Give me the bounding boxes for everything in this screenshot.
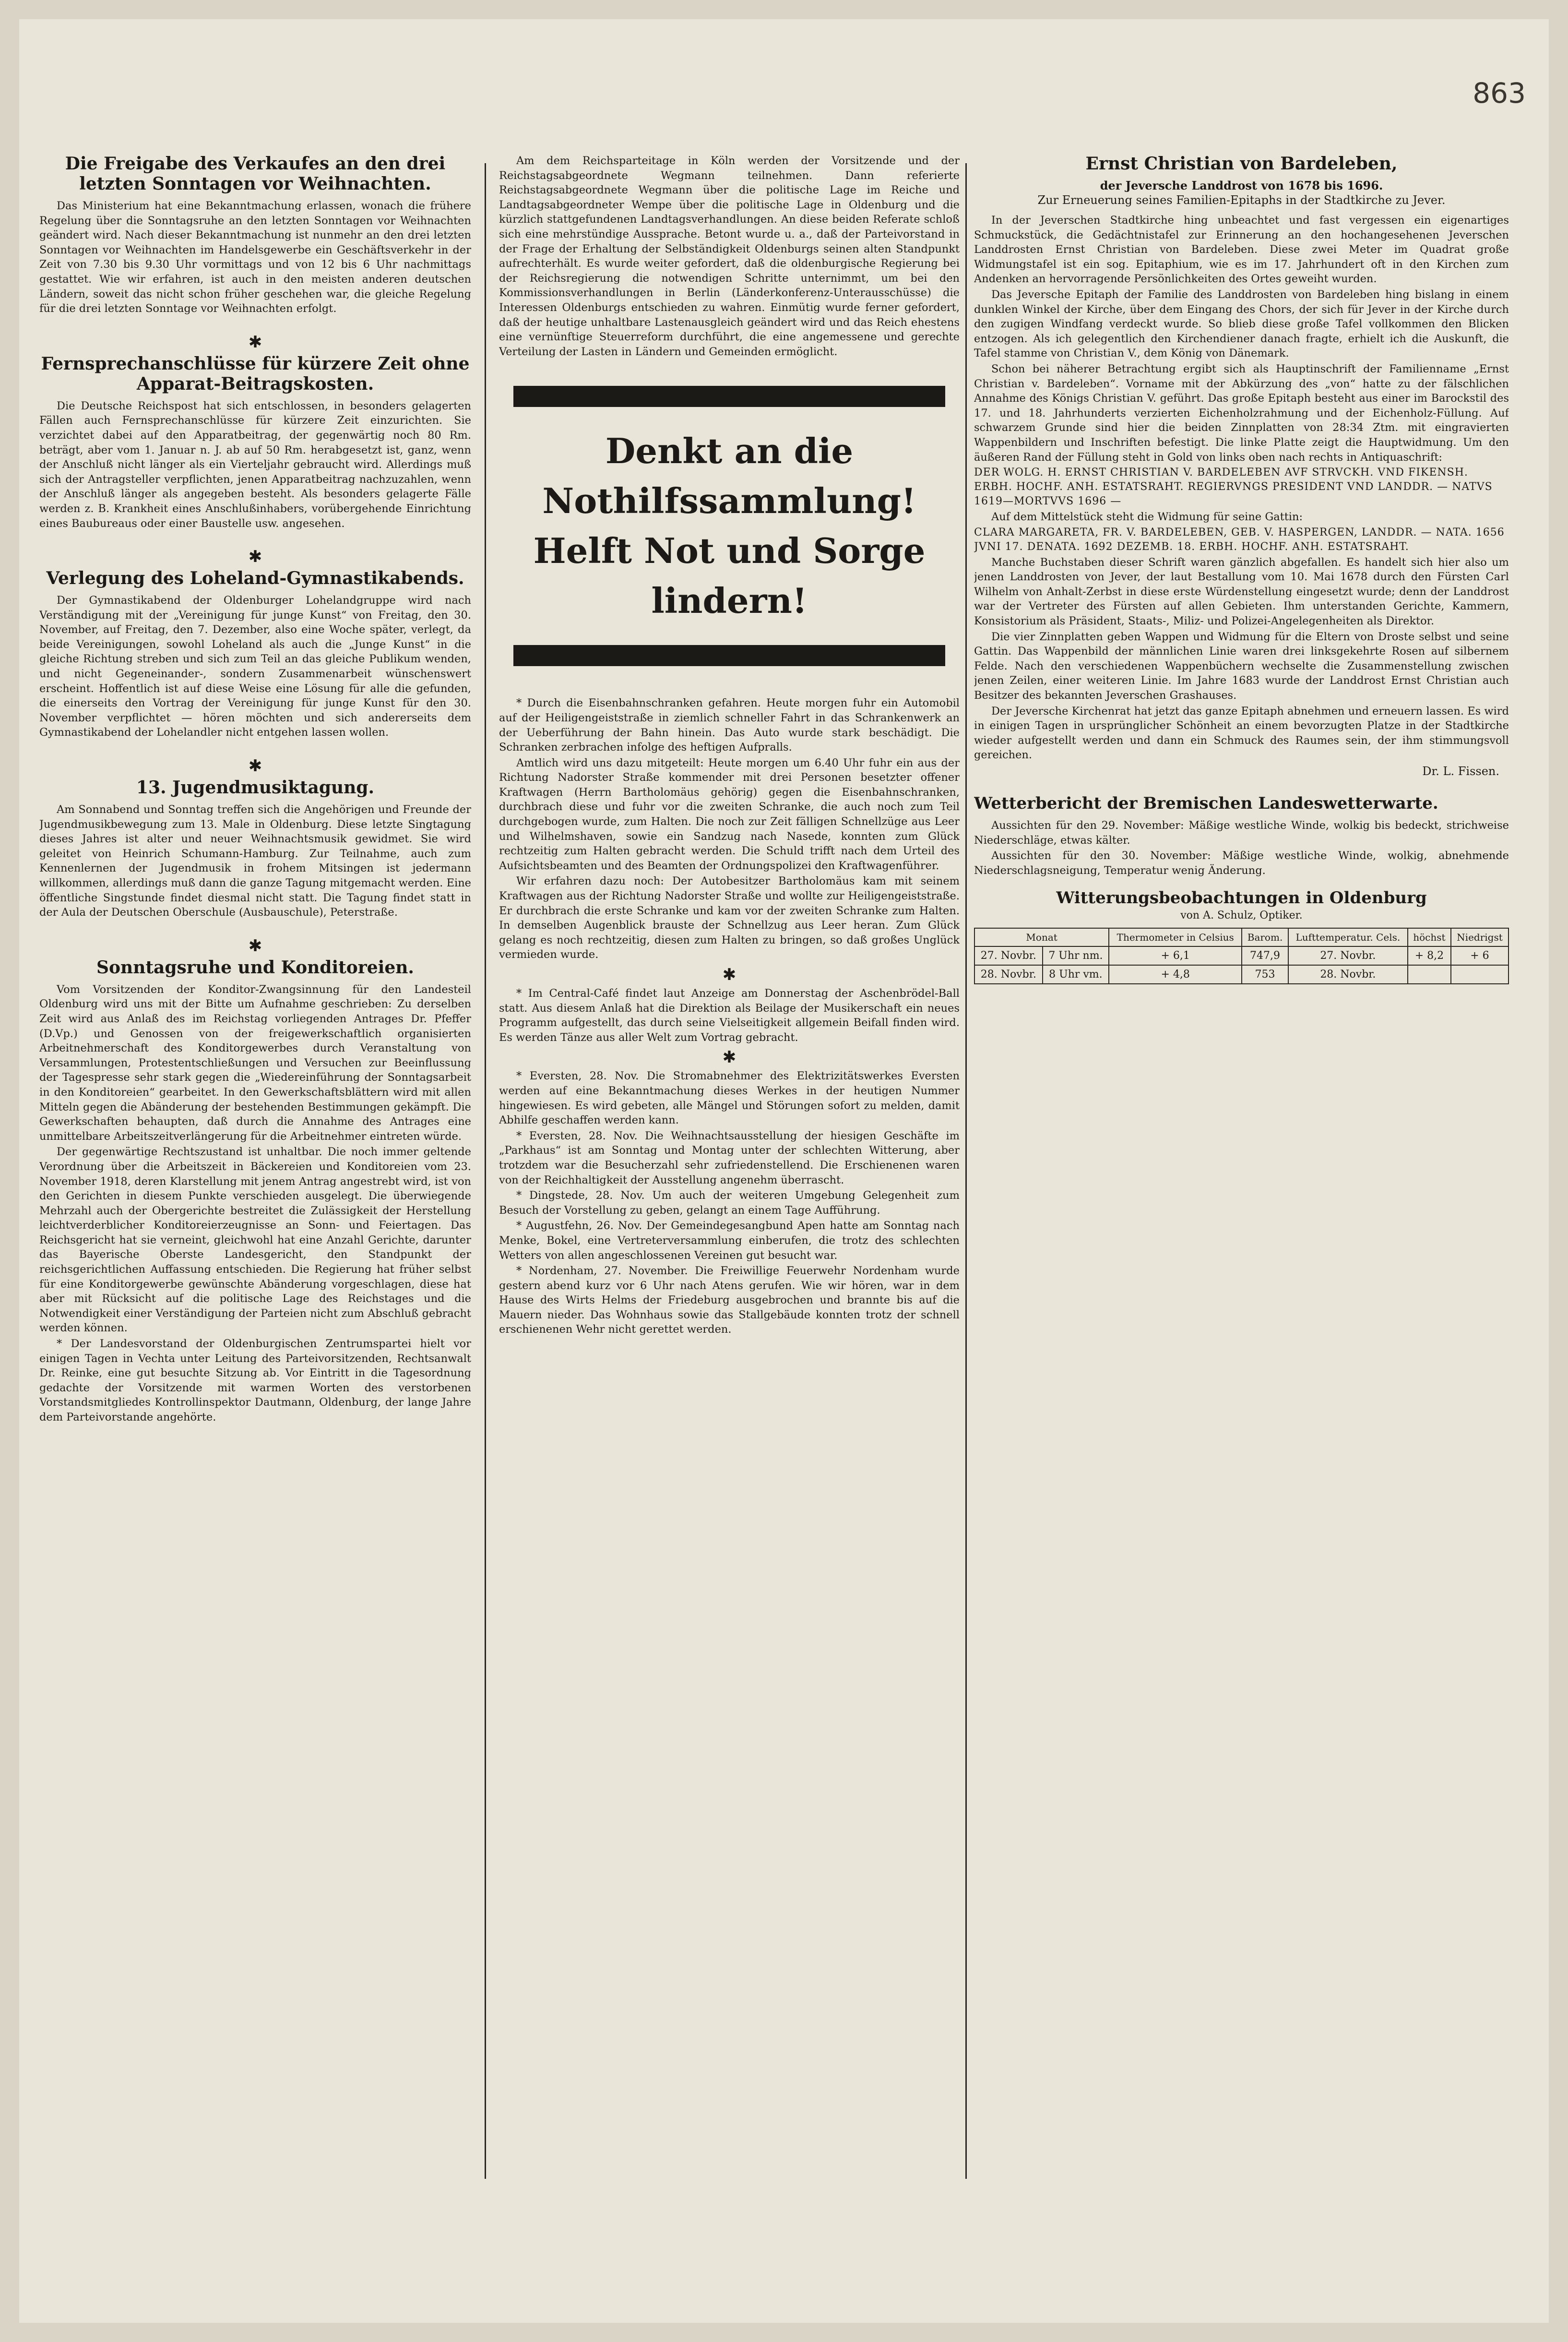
forecast: Aussichten für den 30. November: Mäßige westliche Winde, wolkig, abnehmende Niederschlagsneigung, Temperatur wenig Änderung.: [974, 849, 1509, 877]
table-cell: + 4,8: [1109, 965, 1242, 984]
inscription: DER WOLG. H. ERNST CHRISTIAN V. BARDELEBEN AVF STRVCKH. VND FIKENSH. ERBH. HOCHF. ANH. ESTATSRAHT. REGIERVNGS PRESIDENT VND LANDDR. — NATVS 1619—MORTVVS 1696 —: [974, 466, 1493, 508]
paragraph: Das Jeversche Epitaph der Familie des Landdrosten von Bardeleben hing bislang in einem dunklen Winkel der Kirche, über dem Eingang des Chors, der sich für Jever in der Kirche durch den zugigen Windfang verdeckt wurde. So blieb diese große Tafel vollkommen den Blicken entzogen. Als ich gelegentlich den Kirchendiener danach fragte, erhielt ich die Auskunft, die Tafel stamme von Christian V., dem König von Dänemark.: [974, 288, 1509, 360]
table-cell: 28. Novbr.: [1288, 965, 1408, 984]
paragraph: Der Jeversche Kirchenrat hat jetzt das ganze Epitaph abnehmen und erneuern lassen. Es wird in einigen Tagen in ursprünglicher Schönheit an einem bevorzugten Platze in der Stadtkirche wieder aufgestellt werden und dann ein Schmuck des Raumes sein, der ihm stimmungsvoll gereichen.: [974, 705, 1509, 762]
forecast: Aussichten für den 29. November: Mäßige westliche Winde, wolkig bis bedeckt, strichweise Niederschläge, etwas kälter.: [974, 819, 1509, 847]
article: [39, 568, 471, 740]
table-header: Barom.: [1242, 928, 1288, 946]
paragraph: * Dingstede, 28. Nov. Um auch der weiteren Umgebung Gelegenheit zum Besuch der Vorstellung zu geben, gelangt an einem Tage Aufführung.: [499, 1189, 960, 1217]
paragraph: * Durch die Eisenbahnschranken gefahren. Heute morgen fuhr ein Automobil auf der Heiligengeiststraße in ziemlich schneller Fahrt in das Schrankenwerk an der Ueberführung der Bahn hinein. Das Auto wurde stark beschädigt. Die Schranken zerbrachen infolge des heftigen Aufpralls.: [499, 697, 960, 754]
paragraph: * Im Central-Café findet laut Anzeige am Donnerstag der Aschenbrödel-Ball statt. Aus diesem Anlaß hat die Direktion als Beilage der Musikerschaft ein neues Programm aufgestellt, das durch seine Vielseitigkeit allgemein Beifall finden wird. Es werden Tänze aus aller Welt zum Vortrag gebracht.: [499, 987, 960, 1044]
article-subtitle: Zur Erneuerung seines Familien-Epitaphs in der Stadtkirche zu Jever.: [1037, 193, 1446, 207]
page-number: 863: [1473, 77, 1526, 109]
article: [39, 777, 471, 920]
paragraph: Am dem Reichsparteitage in Köln werden der Vorsitzende und der Reichstagsabgeordnete Wegmann teilnehmen. Dann referierte Reichstagsabgeordnete Wegmann über die politische Lage im Reiche und Landtagsabgeordneter Wempe über die politische Lage in Oldenburg und die kürzlich stattgefundenen Landtagsverhandlungen. An diese beiden Referate schloß sich eine mehrstündige Aussprache. Betont wurde u. a., daß der Parteivorstand in der Frage der Erhaltung der Selbständigkeit Oldenburgs seinen alten Standpunkt aufrechterhält. Es wurde weiter gefordert, daß die oldenburgische Regierung bei der Reichsregierung die notwendigen Schritte unternimmt, um bei den Kommissionsverhandlungen in Berlin (Länderkonferenz-Unterausschüsse) die Interessen Oldenburgs entschieden zu wahren. Einmütig wurde ferner gefordert, daß der heutige unhaltbare Lastenausgleich geändert wird und das Reich ehestens eine vernünftige Steuerreform durchführt, die eine angemessene und gerechte Verteilung der Lasten in Ländern und Gemeinden ermöglicht.: [499, 155, 960, 358]
article-bardeleben: [974, 154, 1509, 779]
table-row: [974, 965, 1509, 984]
paragraph: Am Sonnabend und Sonntag treffen sich die Angehörigen und Freunde der Jugendmusikbewegung zum 13. Male in Oldenburg. Diese letzte Singtagung dieses Jahres ist alter und neuer Weihnachtsmusik gewidmet. Sie wird geleitet von Heinrich Schumann-Hamburg. Zur Teilnahme, auch zum Kennenlernen der Jugendmusik in frohem Mitsingen ist jedermann willkommen, allerdings muß dann die ganze Tagung mitgemacht werden. Eine öffentliche Singstunde findet diesmal nicht statt. Die Tagung findet statt in der Aula der Deutschen Oberschule (Ausbauschule), Peterstraße.: [39, 803, 471, 919]
paragraph: Die vier Zinnplatten geben Wappen und Widmung für die Eltern von Droste selbst und seine Gattin. Das Wappenbild der männlichen Linie waren drei linksgekehrte Rosen auf silbernem Felde. Nach den verschiedenen Wappenbüchern wechselte die Zusammenstellung zwischen jenen Zeilen, einer weiteren Linie. Im Jahre 1683 wurde der Landdrost Ernst Christian auch Besitzer des bekannten Jeverschen Grashauses.: [974, 630, 1509, 702]
appeal-box: [499, 376, 960, 679]
paragraph: Das Ministerium hat eine Bekanntmachung erlassen, wonach die frühere Regelung über die Sonntagsruhe an den letzten Sonntagen vor Weihnachten geändert wird. Nach dieser Bekanntmachung ist nunmehr an den drei letzten Sonntagen vor Weihnachten im Handelsgewerbe ein Geschäftsverkehr in der Zeit von 7.30 bis 9.30 Uhr vormittags und von 12 bis 6 Uhr nachmittags gestattet. Wie wir erfahren, ist auch in den meisten anderen deutschen Ländern, soweit das nicht schon früher geschehen war, die gleiche Regelung für die drei letzten Sonntage vor Weihnachten erfolgt.: [39, 200, 471, 315]
table-cell: + 6: [1451, 946, 1509, 965]
paragraph: Die Deutsche Reichspost hat sich entschlossen, in besonders gelagerten Fällen auch Fernsprechanschlüsse für kürzere Zeit einzurichten. Sie verzichtet dabei auf den Apparatbeitrag, der gegenwärtig noch 80 Rm. beträgt, aber vom 1. Januar n. J. ab auf 50 Rm. herabgesetzt ist, ganz, wenn der Anschluß nicht länger als ein Vierteljahr gebraucht wird. Allerdings muß sich der Antragsteller verpflichten, jenen Apparatbeitrag nachzuzahlen, wenn der Anschluß länger als angegeben besteht. Als besonders gelagerte Fälle werden z. B. Krankheit eines Anschlußinhabers, vorübergehende Einrichtung eines Baubureaus oder einer Baustelle usw. angesehen.: [39, 399, 471, 530]
observations-title: Witterungsbeobachtungen in Oldenburg: [1056, 888, 1427, 908]
paragraph: Manche Buchstaben dieser Schrift waren gänzlich abgefallen. Es handelt sich hier also um jenen Landdrosten von Jever, der laut Bestallung vom 10. Mai 1678 durch den Fürsten Carl Wilhelm von Anhalt-Zerbst in diese erste Würdenstellung eingesetzt wurde; denn der Landdrost war der Vertreter des Fürsten auf allen Gebieten. Ihm unterstanden Gerichte, Kammern, Konsistorium als Präsident, Staats-, Miliz- und Polizei-Angelegenheiten als Direktor.: [974, 556, 1509, 628]
column-right: [974, 154, 1509, 2198]
paragraph: Vom Vorsitzenden der Konditor-Zwangsinnung für den Landesteil Oldenburg wird uns mit der Bitte um Aufnahme geschrieben: Zu derselben Zeit wird aus Anlaß des im Reichstag vorliegenden Antrages Dr. Pfeffer (D.Vp.) und Genossen von der freigewerkschaftlich organisierten Arbeitnehmerschaft des Konditorgewerbes durch Veranstaltung von Versammlungen, Protestentschließungen und Versuchen zur Beeinflussung der Tagespresse sehr stark gegen die „Wiedereinführung der Sonntagsarbeit in den Konditoreien“ gearbeitet. In den Gewerkschaftsblättern wird mit allen Mitteln gegen die Abänderung der bestehenden Bestimmungen gekämpft. Die Gewerkschaften behaupten, daß durch die Annahme des Antrages eine unmittelbare Arbeitszeitverlängerung für die Arbeitnehmer eintreten würde.: [39, 983, 471, 1143]
appeal-bar-top: [513, 386, 945, 407]
table-cell: 28. Novbr.: [974, 965, 1043, 984]
table-header: Monat: [974, 928, 1109, 946]
article-subtitle: der Jeversche Landdrost von 1678 bis 1696.: [1100, 179, 1383, 192]
article-title: Sonntagsruhe und Konditoreien.: [96, 957, 414, 978]
table-cell: 27. Novbr.: [974, 946, 1043, 965]
table-header: Lufttemperatur. Cels.: [1288, 928, 1408, 946]
article-title: Die Freigabe des Verkaufes an den drei letzten Sonntagen vor Weihnachten.: [65, 154, 446, 194]
paragraph: Der Gymnastikabend der Oldenburger Lohelandgruppe wird nach Verständigung mit der „Vereinigung für junge Kunst“ von Freitag, den 30. November, auf Freitag, den 7. Dezember, also eine Woche später, verlegt, da beide Vereinigungen, sowohl Loheland als auch die „Junge Kunst“ in die gleiche Richtung streben und sich zum Teil an das gleiche Publikum wenden, und nicht Gegeneinander-, sondern Zusammenarbeit wünschenswert erscheint. Hoffentlich ist auf diese Weise eine Lösung für alle die gefunden, die einerseits den Vortrag der Vereinigung für junge Kunst für den 30. November verpflichtet — hören möchten und sich andererseits dem Gymnastikabend der Lohelandler nicht entgehen lassen wollen.: [39, 594, 471, 739]
table-cell: [1451, 965, 1509, 984]
table-header: Thermometer in Celsius: [1109, 928, 1242, 946]
table-header: höchst: [1408, 928, 1451, 946]
paragraph: * Nordenham, 27. November. Die Freiwillige Feuerwehr Nordenham wurde gestern abend kurz vor 6 Uhr nach Atens gerufen. Wie wir hören, war in dem Hause des Wirts Helms der Friedeburg ausgebrochen und brannte bis auf die Mauern nieder. Das Wohnhaus sowie das Stallgebäude konnten trotz der schnell erschienenen Wehr nicht gerettet werden.: [499, 1265, 960, 1336]
paragraph: Wir erfahren dazu noch: Der Autobesitzer Bartholomäus kam mit seinem Kraftwagen aus der Richtung Nadorster Straße und wollte zur Heiligengeiststraße. Er durchbrach die erste Schranke und kam vor der zweiten Schranke zum Halten. In demselben Augenblick brauste der Schnellzug aus Leer heran. Zum Glück gelang es noch rechtzeitig, diesen zum Halten zu bringen, so daß großes Unglück vermieden wurde.: [499, 875, 960, 961]
inscription: CLARA MARGARETA, FR. V. BARDELEBEN, GEB. V. HASPERGEN, LANDDR. — NATA. 1656 JVNI 17. DENATA. 1692 DEZEMB. 18. ERBH. HOCHF. ANH. ESTATSRAHT.: [974, 526, 1505, 553]
separator-star: ✱: [248, 756, 262, 776]
paragraph: Auf dem Mittelstück steht die Widmung für seine Gattin:: [991, 511, 1303, 524]
table-cell: + 6,1: [1109, 946, 1242, 965]
article: [39, 957, 471, 1425]
article-title: Verlegung des Loheland-Gymnastikabends.: [46, 568, 464, 589]
appeal-line-1: Denkt an die Nothilfssammlung!: [542, 430, 916, 522]
table-header: Niedrigst: [1451, 928, 1509, 946]
paragraph: * Eversten, 28. Nov. Die Stromabnehmer des Elektrizitätswerkes Eversten werden auf eine Bekanntmachung dieses Werkes in der heutigen Nummer hingewiesen. Es wird gebeten, alle Mängel und Störungen sofort zu melden, damit Abhilfe geschaffen werden kann.: [499, 1070, 960, 1127]
signature: Dr. L. Fissen.: [1422, 765, 1499, 778]
appeal-text: [513, 407, 945, 645]
observations-table: [974, 928, 1509, 984]
table-row: [974, 946, 1509, 965]
newspaper-page: [19, 19, 1549, 2323]
table-cell: 7 Uhr nm.: [1043, 946, 1109, 965]
paragraph: * Augustfehn, 26. Nov. Der Gemeindegesangbund Apen hatte am Sonntag nach Menke, Bokel, eine Vertreterversammlung einberufen, die trotz des schlechten Wetters von allen angeschlossenen Vereinen gut besucht war.: [499, 1219, 960, 1262]
article-title: Fernsprechanschlüsse für kürzere Zeit ohne Apparat-Beitragskosten.: [41, 353, 470, 394]
paragraph: Schon bei näherer Betrachtung ergibt sich als Hauptinschrift der Familienname „Ernst Christian v. Bardeleben“. Vorname mit der Abkürzung des „von“ hatte zu der fälschlichen Annahme des Königs Christian V. geführt. Das große Epitaph besteht aus einer im Barockstil des 17. und 18. Jahrhunderts verzierten Eichenholzrahmung und der Eichenholz-Füllung. Auf schwarzem Grunde sind hier die beiden Zinnplatten von 28:34 Ztm. mit eingravierten Wappenbildern und Inschriften befestigt. Die linke Platte zeigt die Hauptwidmung. Um den äußeren Rand der Füllung steht in Gold von links oben nach rechts in Antiquaschrift:: [974, 362, 1509, 464]
table-cell: 27. Novbr.: [1288, 946, 1408, 965]
separator-star: ✱: [722, 965, 736, 984]
article: [39, 354, 471, 531]
article-title: 13. Jugendmusiktagung.: [136, 777, 375, 798]
column-middle: [499, 154, 960, 2198]
column-rule: [485, 163, 486, 2179]
table-cell: 753: [1242, 965, 1288, 984]
separator-star: ✱: [722, 1048, 736, 1067]
table-cell: 8 Uhr vm.: [1043, 965, 1109, 984]
paragraph: In der Jeverschen Stadtkirche hing unbeachtet und fast vergessen ein eigenartiges Schmuckstück, die Gedächtnistafel zur Erinnerung an den hochangesehenen Jeverschen Landdrosten Ernst Christian von Bardeleben. Diese zwei Meter im Quadrat große Widmungstafel ist ein sog. Epitaphium, wie es im 17. Jahrhundert oft in den Kirchen zum Andenken an hervorragende Persönlichkeiten des Ortes geweiht wurden.: [974, 214, 1509, 286]
separator-star: ✱: [248, 936, 262, 956]
paragraph: * Der Landesvorstand der Oldenburgischen Zentrumspartei hielt vor einigen Tagen in Vechta unter Leitung des Parteivorsitzenden, Rechtsanwalt Dr. Reinke, eine gut besuchte Sitzung ab. Vor Eintritt in die Tagesordnung gedachte der Vorsitzende mit warmen Worten des verstorbenen Vorstandsmitgliedes Kontrollinspektor Dautmann, Oldenburg, der lange Jahre dem Parteivorstande angehörte.: [39, 1338, 471, 1423]
article: [39, 154, 471, 316]
separator-star: ✱: [248, 332, 262, 352]
table-cell: [1408, 965, 1451, 984]
paragraph: Der gegenwärtige Rechtszustand ist unhaltbar. Die noch immer geltende Verordnung über die Arbeitszeit in Bäckereien und Konditoreien vom 23. November 1918, deren Klarstellung mit jenem Antrag angestrebt wird, ist von den Gerichten in diesem Punkte verschieden ausgelegt. Die überwiegende Mehrzahl auch der Obergerichte bestreitet die Zulässigkeit der Herstellung leichtverderblicher Konditoreierzeugnisse an Sonn- und Feiertagen. Das Reichsgericht hat sie verneint, gleichwohl hat eine Anzahl Gerichte, darunter das Bayerische Oberste Landesgericht, den Standpunkt der reichsgerichtlichen Auffassung entschieden. Die Regierung hat früher selbst für eine Konditorgewerbe gewünschte Abänderung vorgeschlagen, diese hat aber mit Rücksicht auf die politische Lage des Reichstages und die Notwendigkeit einer Verständigung der Parteien nicht zum Abschluß gebracht werden können.: [39, 1146, 471, 1335]
weather-title: Wetterbericht der Bremischen Landeswetterwarte.: [974, 794, 1438, 813]
paragraph: Amtlich wird uns dazu mitgeteilt: Heute morgen um 6.40 Uhr fuhr ein aus der Richtung Nadorster Straße kommender mit drei Personen besetzter offener Kraftwagen (Herrn Bartholomäus gehörig) gegen die Eisenbahnschranken, durchbrach diese und fuhr vor die zweiten Schranke, die auch noch zum Teil durchgebogen wurde, zum Halten. Die noch zur Zeit fälligen Schnellzüge aus Leer und Wilhelmshaven, sowie ein Sandzug nach Nasede, konnten zum Glück rechtzeitig zum Halten gebracht werden. Die Schuld trifft nach dem Urteil des Aufsichtsbeamten und des Beamten der Ordnungspolizei den Kraftwagenführer.: [499, 756, 960, 872]
observations-author: von A. Schulz, Optiker.: [1180, 909, 1303, 922]
separator-star: ✱: [248, 547, 262, 567]
paragraph: * Eversten, 28. Nov. Die Weihnachtsausstellung der hiesigen Geschäfte im „Parkhaus“ ist am Sonntag und Montag unter der schlechten Witterung, aber trotzdem war die Besucherzahl sehr zufriedenstellend. Die Erschienenen waren von der Reichhaltigkeit der Ausstellung angenehm überrascht.: [499, 1129, 960, 1186]
weather-report: [974, 793, 1509, 984]
column-rule: [965, 163, 967, 2179]
column-left: [39, 154, 471, 2198]
appeal-line-2: Helft Not und Sorge lindern!: [533, 530, 926, 621]
appeal-bar-bottom: [513, 645, 945, 666]
article-title: Ernst Christian von Bardeleben,: [1085, 154, 1398, 174]
table-cell: + 8,2: [1408, 946, 1451, 965]
table-cell: 747,9: [1242, 946, 1288, 965]
